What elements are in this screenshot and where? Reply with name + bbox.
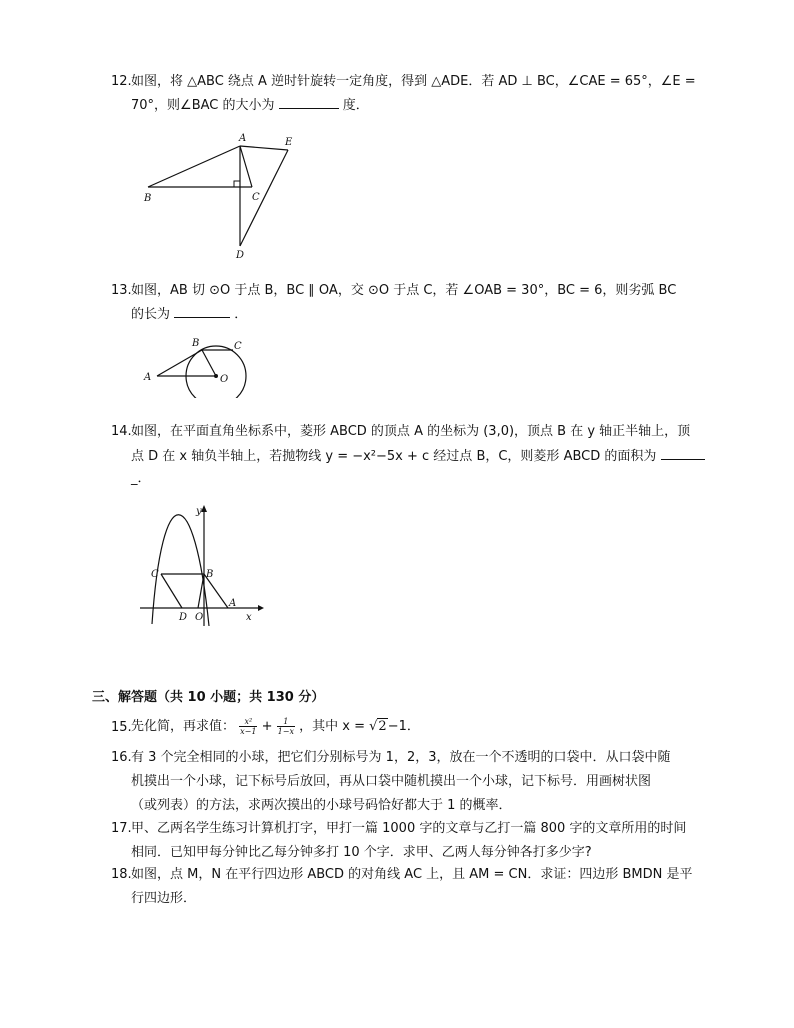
problem-12-text-2a: 70°，则∠BAC 的大小为 (131, 98, 275, 113)
problem-17-line-2: 相同．已知甲每分钟比乙每分钟多打 10 个字．求甲、乙两人每分钟各打多少字? (131, 845, 592, 860)
problem-14-answer-blank[interactable] (661, 447, 705, 460)
problem-18-number: 18. (111, 867, 132, 882)
problem-18-line-2: 行四边形． (131, 891, 197, 906)
label-b: B (192, 338, 200, 349)
problem-12-line-1: 如图，将 △ABC 绕点 A 逆时针旋转一定角度，得到 △ADE．若 AD ⊥ BC，∠CAE = 65°，∠E = (131, 74, 696, 89)
label-x: x (246, 612, 252, 623)
problem-17-line-1: 甲、乙两名学生练习计算机打字，甲打一篇 1000 字的文章与乙打一篇 800 字的文章所用的时间 (131, 821, 687, 836)
label-b: B (144, 193, 152, 204)
problem-16-number: 16. (111, 750, 132, 765)
segment-cd (161, 574, 182, 608)
right-angle-mark (234, 181, 240, 187)
problem-14-line-2 (131, 447, 705, 466)
problem-14-number: 14. (111, 424, 132, 439)
fraction-1 (239, 717, 257, 736)
label-a: A (229, 598, 237, 609)
segment-ed (240, 150, 288, 246)
segment-ae (240, 146, 288, 150)
problem-16-line-3: （或列表）的方法，求两次摸出的小球号码恰好都大于 1 的概率． (131, 798, 512, 813)
problem-18-line-1: 如图，点 M，N 在平行四边形 ABCD 的对角线 AC 上，且 AM = CN．求证：四边形 BMDN 是平 (131, 867, 693, 882)
parabola (152, 515, 209, 626)
problem-17-number: 17. (111, 821, 132, 836)
problem-16-line-1: 有 3 个完全相同的小球，把它们分别标号为 1，2，3，放在一个不透明的口袋中．从口袋中随 (131, 750, 671, 765)
label-y: y (196, 506, 202, 517)
fraction-1-denominator: x−1 (240, 727, 257, 736)
segment-ac (240, 146, 252, 187)
center-dot (214, 374, 218, 378)
problem-13-answer-blank[interactable] (174, 305, 230, 318)
problem-13-text-2a: 的长为 (131, 307, 171, 322)
problem-14-text-2: 点 D 在 x 轴负半轴上，若抛物线 y = −x²−5x + c 经过点 B，C，则菱形 ABCD 的面积为 (131, 449, 657, 464)
problem-15-line (131, 714, 420, 740)
problem-14-line-1: 如图，在平面直角坐标系中，菱形 ABCD 的顶点 A 的坐标为 (3,0)，顶点 B 在 y 轴正半轴上，顶 (131, 424, 691, 439)
problem-14-figure (140, 500, 265, 630)
problem-12-text-2b: 度． (342, 98, 369, 113)
segment-ob (202, 350, 216, 376)
label-d: D (236, 250, 245, 261)
fraction-2-denominator: 1−x (277, 727, 294, 736)
problem-12-number: 12. (111, 74, 132, 89)
sqrt-expression: √2 (369, 719, 387, 734)
problem-13-line-2 (131, 305, 247, 324)
problem-15-text-b: ，其中 x = (299, 719, 365, 734)
x-axis-arrow (258, 605, 264, 611)
problem-15-text-a: 先化简，再求值： (131, 719, 236, 734)
fraction-2-numerator: 1 (277, 717, 295, 727)
label-c: C (234, 341, 242, 352)
problem-15-number: 15. (111, 720, 132, 735)
segment-ab (157, 350, 202, 376)
y-axis-arrow (201, 505, 207, 512)
label-b: B (206, 569, 214, 580)
section-heading: 三、解答题（共 10 小题；共 130 分） (92, 690, 325, 705)
label-c: C (252, 192, 260, 203)
label-a: A (239, 133, 247, 144)
problem-12-answer-blank[interactable] (279, 96, 339, 109)
segment-ab (148, 146, 240, 187)
segment-bd (198, 574, 204, 608)
problem-13-text-2b: ． (234, 307, 248, 322)
label-o: O (195, 612, 204, 623)
problem-14-line-3: _． (131, 471, 151, 486)
problem-13-line-1: 如图，AB 切 ⊙O 于点 B，BC ∥ OA，交 ⊙O 于点 C，若 ∠OAB = 30°，BC = 6，则劣弧 BC (131, 283, 677, 298)
radicand: 2 (378, 719, 387, 734)
label-o: O (220, 374, 229, 385)
label-d: D (179, 612, 188, 623)
problem-12-line-2 (131, 96, 369, 115)
fraction-1-numerator: x² (239, 717, 257, 727)
label-e: E (285, 137, 293, 148)
problem-12-figure (140, 130, 310, 265)
problem-13-number: 13. (111, 283, 132, 298)
problem-15-text-c: −1． (387, 719, 420, 734)
problem-13-figure (140, 336, 255, 398)
plus-sign: + (261, 719, 273, 734)
label-a: A (144, 372, 152, 383)
fraction-2 (277, 717, 295, 736)
problem-16-line-2: 机摸出一个小球，记下标号后放回，再从口袋中随机摸出一个小球，记下标号．用画树状图 (131, 774, 652, 789)
label-c: C (151, 569, 159, 580)
